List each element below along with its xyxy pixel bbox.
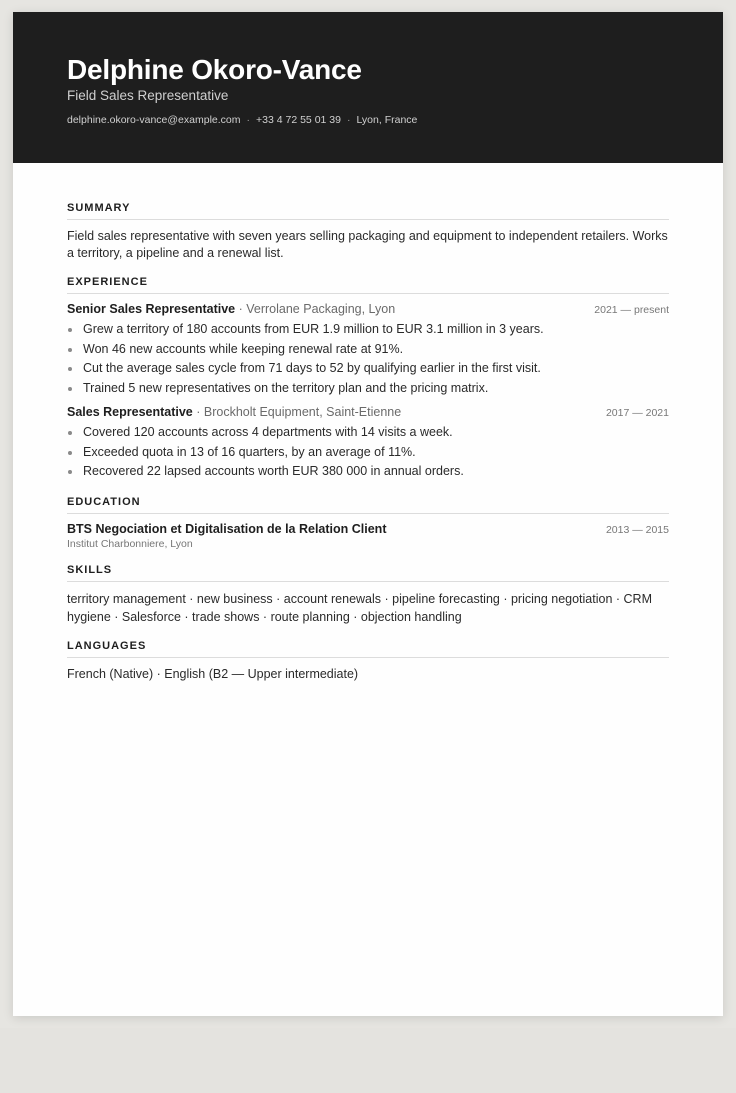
achievement-item: Recovered 22 lapsed accounts worth EUR 380 000 in annual orders. [67, 462, 669, 482]
candidate-name: Delphine Okoro-Vance [67, 54, 362, 85]
summary-section [67, 202, 669, 262]
skills-section [67, 564, 669, 626]
achievement-item: Trained 5 new representatives on the territory plan and the pricing matrix. [67, 379, 669, 399]
job-entry [67, 405, 669, 482]
skills-list: territory management · new business · account renewals · pipeline forecasting · pricing negotiation · CRM hygiene · Salesforce · trade shows · route planning · objection handling [67, 591, 652, 624]
section-title: EDUCATION [67, 496, 669, 514]
languages-list: French (Native) · English (B2 — Upper intermediate) [67, 666, 359, 681]
section-title: EXPERIENCE [67, 276, 669, 294]
summary-text: Field sales representative with seven years selling packaging and equipment to independent retailers. Works a territory, a pipeline and a renewal list. [67, 229, 668, 260]
contact-separator: · [346, 114, 351, 126]
job-heading [67, 405, 401, 419]
achievement-item: Covered 120 accounts across 4 departments with 14 visits a week. [67, 423, 669, 443]
education-header [67, 522, 669, 536]
job-heading [67, 302, 395, 316]
contact-line [67, 114, 417, 126]
job-header [67, 405, 669, 419]
job-title: Sales Representative [67, 404, 193, 419]
achievement-item: Grew a territory of 180 accounts from EUR 1.9 million to EUR 3.1 million in 3 years. [67, 320, 669, 340]
contact-separator: · [246, 114, 251, 126]
job-achievements [67, 423, 669, 482]
achievement-item: Exceeded quota in 13 of 16 quarters, by an average of 11%. [67, 443, 669, 463]
job-achievements [67, 320, 669, 399]
achievement-item: Cut the average sales cycle from 71 days to 52 by qualifying earlier in the first visit. [67, 359, 669, 379]
experience-section [67, 276, 669, 482]
job-employer: · Verrolane Packaging, Lyon [235, 302, 396, 316]
section-title: LANGUAGES [67, 640, 669, 658]
job-entry [67, 302, 669, 399]
candidate-role: Field Sales Representative [67, 88, 229, 103]
contact-email: delphine.okoro-vance@example.com [67, 114, 241, 126]
contact-location: Lyon, France [356, 114, 418, 126]
achievement-item: Won 46 new accounts while keeping renewal rate at 91%. [67, 340, 669, 360]
section-title: SUMMARY [67, 202, 669, 220]
education-section [67, 496, 669, 550]
job-header [67, 302, 669, 316]
resume-body [67, 202, 669, 697]
resume-header [13, 12, 723, 163]
job-employer: · Brockholt Equipment, Saint-Etienne [192, 404, 402, 419]
job-title: Senior Sales Representative [67, 302, 236, 316]
job-dates: 2017 — 2021 [605, 406, 669, 419]
degree-title: BTS Negociation et Digitalisation de la Relation Client [67, 521, 387, 536]
contact-phone: +33 4 72 55 01 39 [256, 114, 341, 126]
resume-page [13, 12, 723, 1016]
page-background-band [0, 1028, 736, 1093]
languages-section [67, 640, 669, 683]
education-dates: 2013 — 2015 [605, 523, 669, 536]
school-name: Institut Charbonniere, Lyon [67, 537, 193, 550]
job-dates: 2021 — present [594, 304, 669, 316]
section-title: SKILLS [67, 564, 669, 582]
